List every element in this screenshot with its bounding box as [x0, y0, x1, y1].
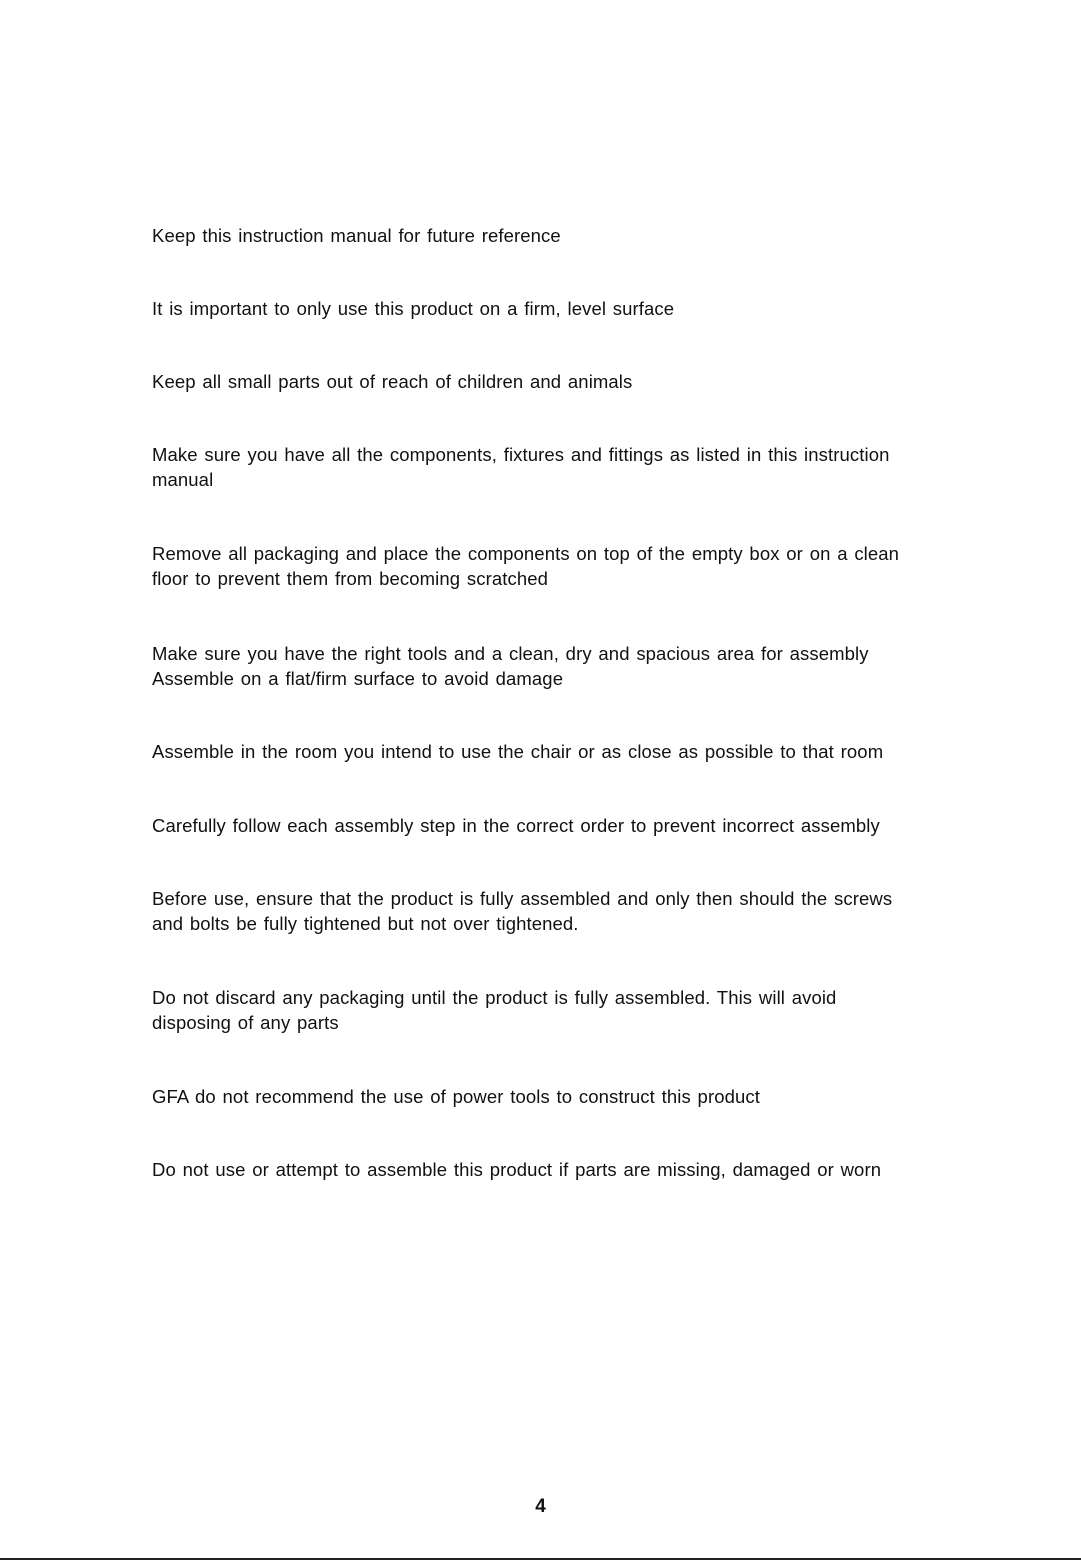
- instruction-remove-packaging: [152, 541, 972, 591]
- bottom-divider: [0, 1558, 1081, 1560]
- instruction-missing-parts: [152, 1157, 972, 1182]
- instruction-components-check: [152, 442, 972, 492]
- instruction-line: Do not discard any packaging until the product is fully assembled. This will avoid: [152, 987, 837, 1008]
- instruction-power-tools: [152, 1084, 972, 1109]
- instruction-keep-manual: [152, 223, 972, 248]
- instruction-line: Carefully follow each assembly step in the correct order to prevent incorrect assembly: [152, 815, 880, 836]
- instruction-assemble-room: [152, 739, 972, 764]
- instruction-line: disposing of any parts: [152, 1012, 339, 1033]
- instruction-level-surface: [152, 296, 972, 321]
- instruction-line: Keep all small parts out of reach of children and animals: [152, 371, 633, 392]
- instruction-line: It is important to only use this product on a firm, level surface: [152, 298, 675, 319]
- instruction-small-parts: [152, 369, 972, 394]
- instruction-line: Assemble on a flat/firm surface to avoid damage: [152, 668, 564, 689]
- instruction-line: Assemble in the room you intend to use the chair or as close as possible to that room: [152, 741, 884, 762]
- instruction-line: Remove all packaging and place the components on top of the empty box or on a clean: [152, 543, 900, 564]
- instruction-before-use: [152, 886, 972, 936]
- page-number: 4: [535, 1496, 546, 1517]
- instruction-line: Make sure you have all the components, fixtures and fittings as listed in this instruction: [152, 444, 890, 465]
- instruction-line: and bolts be fully tightened but not over tightened.: [152, 913, 579, 934]
- instruction-line: floor to prevent them from becoming scratched: [152, 568, 549, 589]
- instruction-line: manual: [152, 469, 214, 490]
- instruction-line: Do not use or attempt to assemble this product if parts are missing, damaged or worn: [152, 1159, 882, 1180]
- instruction-line: Before use, ensure that the product is fully assembled and only then should the screws: [152, 888, 893, 909]
- instruction-right-tools: [152, 641, 972, 691]
- instruction-keep-packaging: [152, 985, 972, 1035]
- instruction-follow-steps: [152, 813, 972, 838]
- instruction-line: Make sure you have the right tools and a clean, dry and spacious area for assembly: [152, 643, 869, 664]
- instruction-line: Keep this instruction manual for future reference: [152, 225, 561, 246]
- instruction-line: GFA do not recommend the use of power tools to construct this product: [152, 1086, 760, 1107]
